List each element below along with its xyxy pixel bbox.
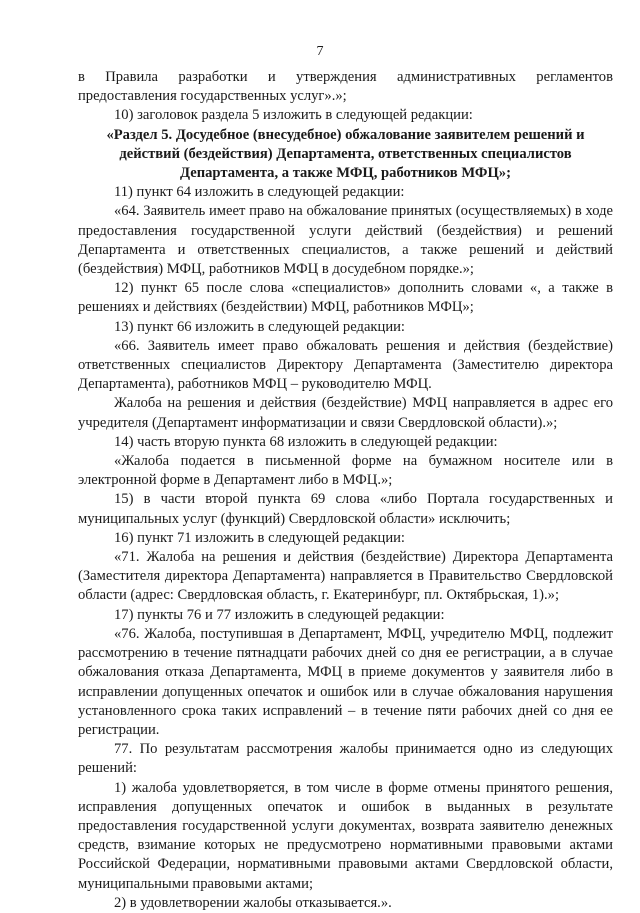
section-heading: «Раздел 5. Досудебное (внесудебное) обжалование заявителем решений и действий (бездействия) Департамента, ответственных специалистов Департамента, а также МФЦ, работников МФЦ»; xyxy=(106,126,585,182)
paragraph-15: 17) пункты 76 и 77 изложить в следующей редакции: xyxy=(114,606,445,623)
paragraph-14: «71. Жалоба на решения и действия (бездействие) Директора Департамента (Заместителя директора Департамента) направляется в Правительство Свердловской области (адрес: Свердловская область, г. Екатеринбург, пл. Октябрьская, 1).»; xyxy=(78,549,613,604)
paragraph-7: 13) пункт 66 изложить в следующей редакции: xyxy=(114,318,405,335)
paragraph-16: «76. Жалоба, поступившая в Департамент, МФЦ, учредителю МФЦ, подлежит рассмотрению в течение пятнадцати рабочих дней со дня ее регистрации, а в случае обжалования отказа Департамента, МФЦ в приеме документов у заявителя либо в исправлении допущенных опечаток и ошибок или в случае обжалования нарушения установленного срока таких исправлений – в течение пяти рабочих дней со дня ее регистрации. xyxy=(78,625,613,738)
page-number: 7 xyxy=(316,44,324,59)
paragraph-10: 14) часть вторую пункта 68 изложить в следующей редакции: xyxy=(114,433,498,450)
paragraph-1: в Правила разработки и утверждения административных регламентов предоставления государственных услуг».»; xyxy=(78,69,613,105)
paragraph-8: «66. Заявитель имеет право обжаловать решения и действия (бездействие) ответственных специалистов Директору Департамента (Заместителю директора Департамента), работников МФЦ – руководителю МФЦ. xyxy=(78,337,613,393)
paragraph-5: «64. Заявитель имеет право на обжалование принятых (осуществляемых) в ходе предоставления государственной услуги действий (бездействия) и решений Департамента и ответственных специалистов, а также решений и действий (бездействия) МФЦ, работников МФЦ в досудебном порядке.»; xyxy=(78,203,613,278)
paragraph-4: 11) пункт 64 изложить в следующей редакции: xyxy=(114,184,405,201)
document-body xyxy=(78,68,613,913)
paragraph-17: 77. По результатам рассмотрения жалобы принимается одно из следующих решений: xyxy=(78,741,613,777)
paragraph-2: 10) заголовок раздела 5 изложить в следующей редакции: xyxy=(114,107,473,124)
paragraph-6: 12) пункт 65 после слова «специалистов» дополнить словами «, а также в решениях и действиях (бездействии) МФЦ, работников МФЦ»; xyxy=(78,280,613,316)
paragraph-19: 2) в удовлетворении жалобы отказывается.». xyxy=(114,894,392,911)
paragraph-11: «Жалоба подается в письменной форме на бумажном носителе или в электронной форме в Департамент либо в МФЦ.»; xyxy=(78,453,613,489)
paragraph-18: 1) жалоба удовлетворяется, в том числе в форме отмены принятого решения, исправления допущенных опечаток и ошибок в выданных в результате предоставления государственной услуги документах, возврата заявителю денежных средств, взимание которых не предусмотрено нормативными правовыми актами Российской Федерации, нормативными правовыми актами Свердловской области, муниципальными правовыми актами; xyxy=(78,779,613,892)
paragraph-13: 16) пункт 71 изложить в следующей редакции: xyxy=(114,529,405,546)
paragraph-12: 15) в части второй пункта 69 слова «либо Портала государственных и муниципальных услуг (функций) Свердловской области» исключить; xyxy=(78,491,613,527)
paragraph-9: Жалоба на решения и действия (бездействие) МФЦ направляется в адрес его учредителя (Департамент информатизации и связи Свердловской области).»; xyxy=(78,395,613,431)
